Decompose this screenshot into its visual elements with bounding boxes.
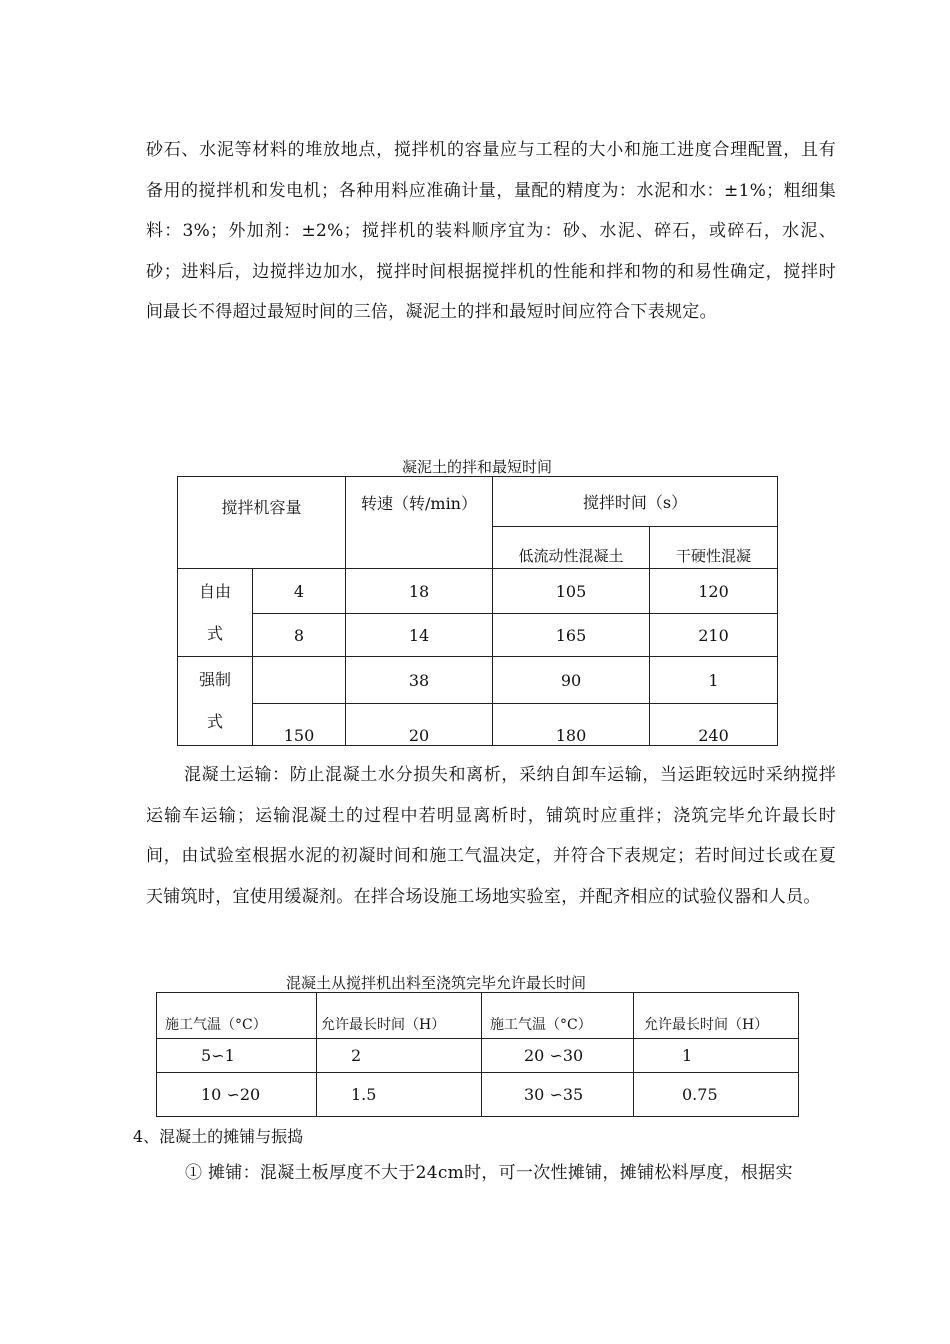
mixing-time-table <box>177 476 778 746</box>
table-cell <box>253 657 346 704</box>
table-cell: 165 <box>493 614 650 657</box>
table-cell: 20 ∽30 <box>482 1039 634 1073</box>
table-cell: 8 <box>253 614 346 657</box>
transport-paragraph: 混凝土运输：防止混凝土水分损失和离析，采纳自卸车运输，当运距较远时采纳搅拌运输车运输；运输混凝土的过程中若明显离析时，铺筑时应重拌；浇筑完毕允许最长时间，由试验室根据水泥的初凝时间和施工气温决定，并符合下表规定；若时间过长或在夏天铺筑时，宜使用缓凝剂。在拌合场设施工场地实验室，并配齐相应的试验仪器和人员。 <box>146 765 836 907</box>
type-free-fall <box>178 569 253 657</box>
table-cell: 1.5 <box>317 1073 482 1117</box>
header-speed: 转速（转/min） <box>346 477 493 569</box>
table-cell: 90 <box>493 657 650 704</box>
header-mix-time: 搅拌时间（s） <box>493 477 778 527</box>
table-cell: 38 <box>346 657 493 704</box>
type-forced-line1: 强制 <box>198 670 231 689</box>
table-cell: 5∽1 <box>157 1039 317 1073</box>
table-cell: 0.75 <box>634 1073 799 1117</box>
header-temp-2: 施工气温（°C） <box>482 993 634 1039</box>
table1-caption: 凝泥土的拌和最短时间 <box>401 458 552 476</box>
table-cell: 1 <box>634 1039 799 1073</box>
table-cell: 105 <box>493 569 650 614</box>
header-capacity: 搅拌机容量 <box>178 477 346 569</box>
table-cell: 1 <box>650 657 778 704</box>
intro-paragraph: 砂石、水泥等材料的堆放地点，搅拌机的容量应与工程的大小和施工进度合理配置，且有备用的搅拌机和发电机；各种用料应准确计量，量配的精度为：水泥和水：±1%；粗细集料：3%；外加剂：±2%；搅拌机的装料顺序宜为：砂、水泥、碎石，或碎石，水泥、砂；进料后，边搅拌边加水，搅拌时间根据搅拌机的性能和拌和物的和易性确定，搅拌时间最长不得超过最短时间的三倍，凝泥土的拌和最短时间应符合下表规定。 <box>146 140 836 322</box>
type-forced-line2: 式 <box>206 712 223 731</box>
header-time-2: 允许最长时间（H） <box>634 993 799 1039</box>
table-cell: 10 ∽20 <box>157 1073 317 1117</box>
table-cell: 20 <box>346 704 493 746</box>
table-cell: 240 <box>650 704 778 746</box>
table-cell: 30 ∽35 <box>482 1073 634 1117</box>
type-forced <box>178 657 253 746</box>
header-time-1: 允许最长时间（H） <box>317 993 482 1039</box>
table-cell: 180 <box>493 704 650 746</box>
max-time-table <box>156 992 799 1117</box>
header-low-flow: 低流动性混凝土 <box>493 527 650 569</box>
table-cell: 120 <box>650 569 778 614</box>
table-cell: 4 <box>253 569 346 614</box>
paving-paragraph: ① 摊铺：混凝土板厚度不大于24cm时，可一次性摊铺，摊铺松料厚度，根据实 <box>185 1163 793 1183</box>
table-cell: 18 <box>346 569 493 614</box>
header-temp-1: 施工气温（°C） <box>157 993 317 1039</box>
table-cell: 14 <box>346 614 493 657</box>
type-free-fall-line1: 自由 <box>198 581 231 601</box>
table-cell: 2 <box>317 1039 482 1073</box>
type-free-fall-line2: 式 <box>206 623 223 643</box>
table-cell: 210 <box>650 614 778 657</box>
table-cell: 150 <box>253 704 346 746</box>
section-heading: 4、混凝土的摊铺与振捣 <box>133 1127 304 1146</box>
table2-caption: 混凝土从搅拌机出料至浇筑完毕允许最长时间 <box>285 974 586 992</box>
header-dry-hard: 干硬性混凝 <box>650 527 778 569</box>
